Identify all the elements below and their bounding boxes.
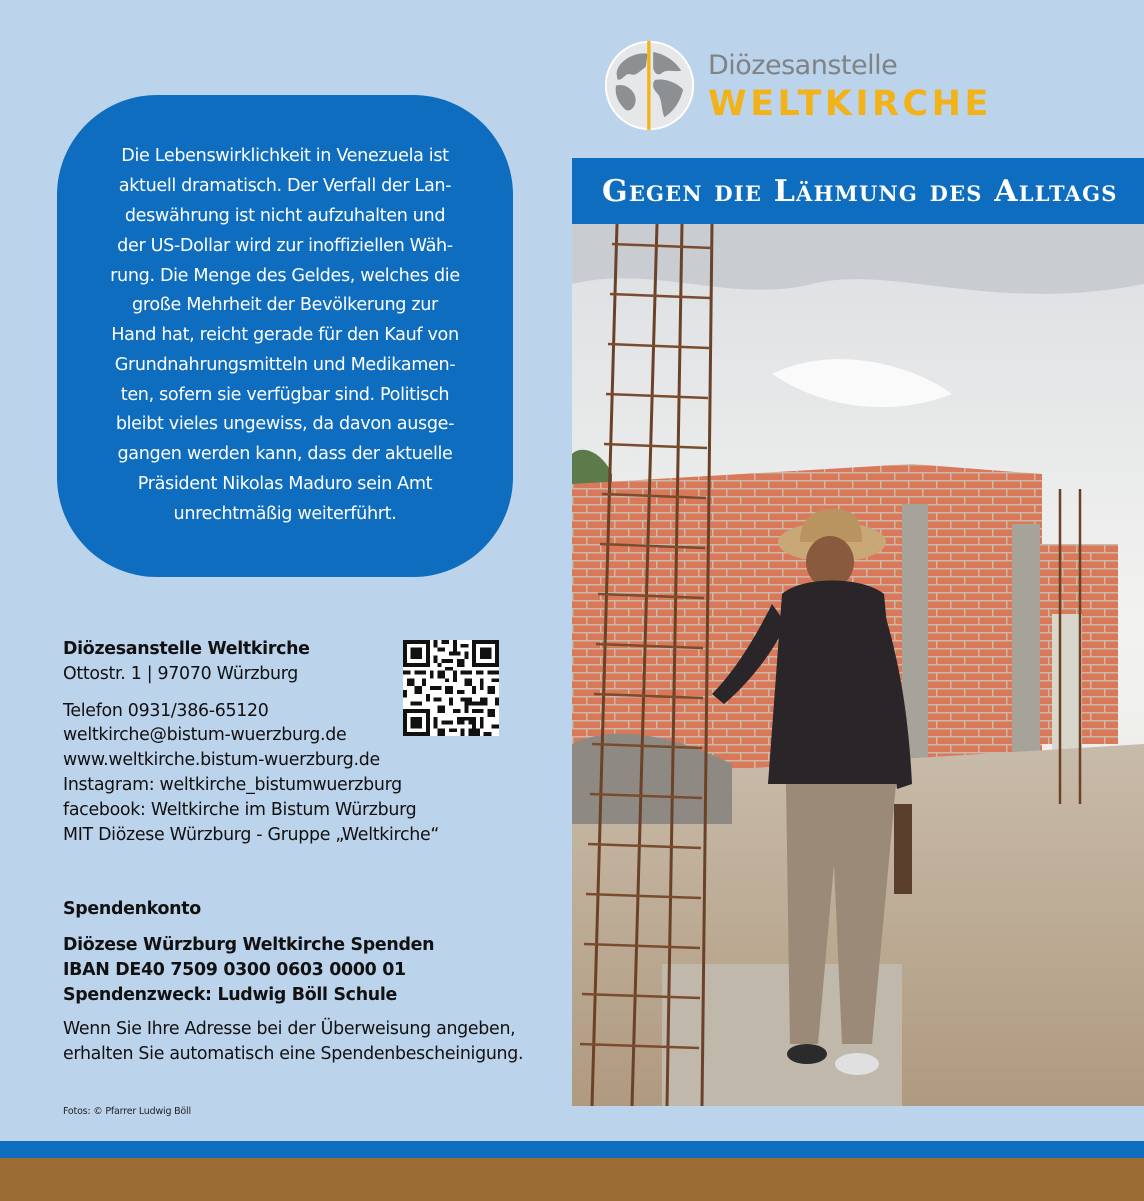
contact-org: Diözesanstelle Weltkirche [63, 639, 310, 659]
footer-band-brown [0, 1158, 1144, 1201]
globe-icon [603, 39, 696, 132]
photo-credit: Fotos: © Pfarrer Ludwig Böll [63, 1106, 191, 1117]
contact-mit-group: MIT Diözese Würzburg - Gruppe „Weltkirche“ [63, 824, 440, 845]
intro-text: Die Lebenswirklichkeit in Venezuela ist aktuell dramatisch. Der Verfall der Lan- deswährung ist nicht aufzuhalten und der US-Dollar wird zur inoffiziellen Wäh- rung. Die Menge des Geldes, welches die große Mehrheit der Bevölkerung zur Hand hat, reicht gerade für den Kauf von Grundnahrungsmitteln und Medikamen- ten, sofern sie verfügbar sind. Politisch bleibt vieles ungewiss, da davon ausge- gangen werden kann, dass der aktuelle Präsident Nikolas Maduro sein Amt unrechtmäßig weiterführt. [110, 146, 460, 524]
contact-address: Ottostr. 1 | 97070 Würzburg [63, 663, 299, 684]
contact-website[interactable]: www.weltkirche.bistum-wuerzburg.de [63, 750, 380, 771]
footer-band-blue [0, 1141, 1144, 1158]
photo [572, 224, 1144, 1106]
donation-note-line-1: Wenn Sie Ihre Adresse bei der Überweisung angeben, [63, 1019, 516, 1039]
title-band [572, 158, 1144, 224]
contact-phone: Telefon 0931/386-65120 [63, 700, 269, 721]
logo-top-text: Diözesanstelle [708, 50, 898, 81]
donation-block [63, 897, 543, 1067]
donation-account: Diözese Würzburg Weltkirche Spenden [63, 935, 435, 955]
contact-email[interactable]: weltkirche@bistum-wuerzburg.de [63, 725, 347, 746]
donation-heading: Spendenkonto [63, 899, 201, 919]
page-title: Gegen die Lähmung des Alltags [602, 173, 1118, 209]
donation-purpose: Spendenzweck: Ludwig Böll Schule [63, 985, 398, 1005]
intro-bubble [57, 95, 513, 577]
contact-instagram: Instagram: weltkirche_bistumwuerzburg [63, 774, 402, 795]
logo [603, 39, 992, 133]
qr-code-icon[interactable] [403, 640, 499, 736]
donation-iban: IBAN DE40 7509 0300 0603 0000 01 [63, 960, 406, 980]
donation-note-line-2: erhalten Sie automatisch eine Spendenbescheinigung. [63, 1044, 524, 1064]
logo-bottom-text: WELTKIRCHE [708, 84, 992, 124]
contact-facebook: facebook: Weltkirche im Bistum Würzburg [63, 799, 417, 820]
